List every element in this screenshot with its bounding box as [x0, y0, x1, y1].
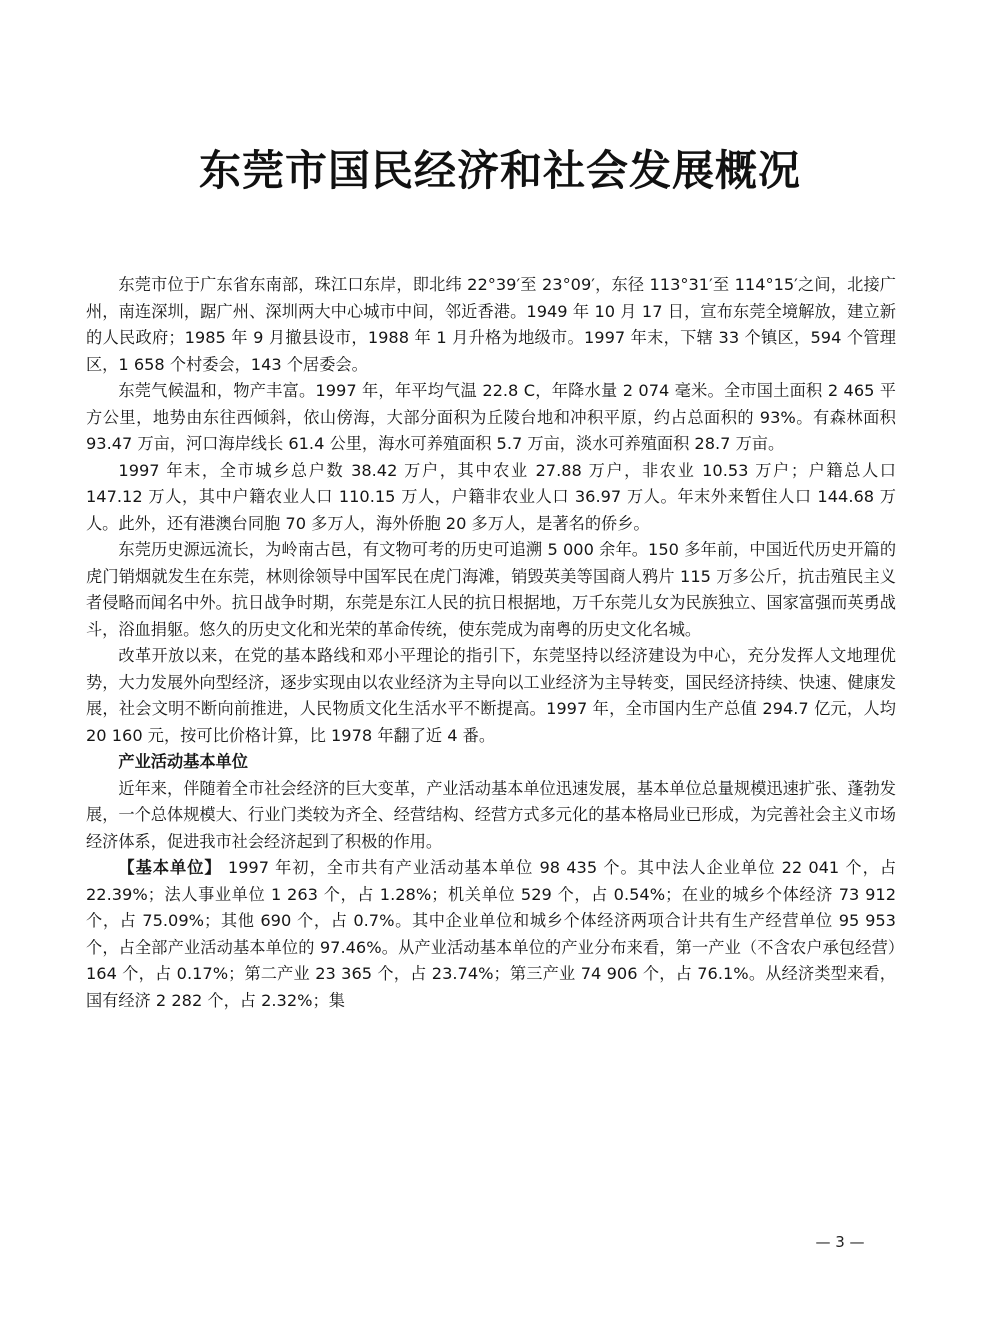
paragraph-climate: 东莞气候温和，物产丰富。1997 年，年平均气温 22.8 C，年降水量 2 074 毫米。全市国土面积 2 465 平方公里，地势由东往西倾斜，依山傍海，大部分面积为丘陵台地和冲积平原，约占总面积的 93%。有森林面积 93.47 万亩，河口海岸线长 61.4 公里，海水可养殖面积 5.7 万亩，淡水可养殖面积 28.7 万亩。 — [86, 381, 896, 453]
page-number: — 3 — — [815, 1233, 865, 1251]
page-title: 东莞市国民经济和社会发展概况 — [198, 146, 801, 195]
paragraph-basic-units — [86, 855, 896, 1014]
paragraph-reform: 改革开放以来，在党的基本路线和邓小平理论的指引下，东莞坚持以经济建设为中心，充分发挥人文地理优势，大力发展外向型经济，逐步实现由以农业经济为主导向以工业经济为主导转变，国民经济持续、快速、健康发展，社会文明不断向前推进，人民物质文化生活水平不断提高。1997 年，全市国内生产总值 294.7 亿元，人均 20 160 元，按可比价格计算，比 1978 年翻了近 4 番。 — [86, 646, 896, 745]
body-text — [86, 272, 896, 1014]
paragraph-history: 东莞历史源远流长，为岭南古邑，有文物可考的历史可追溯 5 000 余年。150 多年前，中国近代历史开篇的虎门销烟就发生在东莞，林则徐领导中国军民在虎门海滩，销毁英美等国商人鸦片 115 万多公斤，抗击殖民主义者侵略而闻名中外。抗日战争时期，东莞是东江人民的抗日根据地，万千东莞儿女为民族独立、国家富强而英勇战斗，浴血捐躯。悠久的历史文化和光荣的革命传统，使东莞成为南粤的历史文化名城。 — [86, 540, 896, 639]
section-heading: 产业活动基本单位 — [118, 752, 248, 771]
paragraph-section-intro: 近年来，伴随着全市社会经济的巨大变革，产业活动基本单位迅速发展，基本单位总量规模迅速扩张、蓬勃发展，一个总体规模大、行业门类较为齐全、经营结构、经营方式多元化的基本格局业已形成，为完善社会主义市场经济体系，促进我市社会经济起到了积极的作用。 — [86, 778, 896, 851]
paragraph-location: 东莞市位于广东省东南部，珠江口东岸，即北纬 22°39′至 23°09′，东径 113°31′至 114°15′之间，北接广州，南连深圳，踞广州、深圳两大中心城市中间，邻近香港。1949 年 10 月 17 日，宣布东莞全境解放，建立新的人民政府；1985 年 9 月撤县设市，1988 年 1 月升格为地级市。1997 年末，下辖 33 个镇区，594 个管理区，1 658 个村委会，143 个居委会。 — [86, 275, 896, 374]
basic-units-label: 【基本单位】 — [118, 858, 222, 877]
basic-units-text: 1997 年初，全市共有产业活动基本单位 98 435 个。其中法人企业单位 22 041 个，占 22.39%；法人事业单位 1 263 个，占 1.28%；机关单位 529 个，占 0.54%；在业的城乡个体经济 73 912 个，占 75.09%；其他 690 个，占 0.7%。其中企业单位和城乡个体经济两项合计共有生产经营单位 95 953 个，占全部产业活动基本单位的 97.46%。从产业活动基本单位的产业分布来看，第一产业（不含农户承包经营）164 个，占 0.17%；第二产业 23 365 个，占 23.74%；第三产业 74 906 个，占 76.1%。从经济类型来看，国有经济 2 282 个，占 2.32%；集 — [86, 858, 897, 1010]
paragraph-population: 1997 年末，全市城乡总户数 38.42 万户，其中农业 27.88 万户，非农业 10.53 万户；户籍总人口 147.12 万人，其中户籍农业人口 110.15 万人，户籍非农业人口 36.97 万人。年末外来暂住人口 144.68 万人。此外，还有港澳台同胞 70 多万人，海外侨胞 20 多万人，是著名的侨乡。 — [86, 460, 896, 533]
